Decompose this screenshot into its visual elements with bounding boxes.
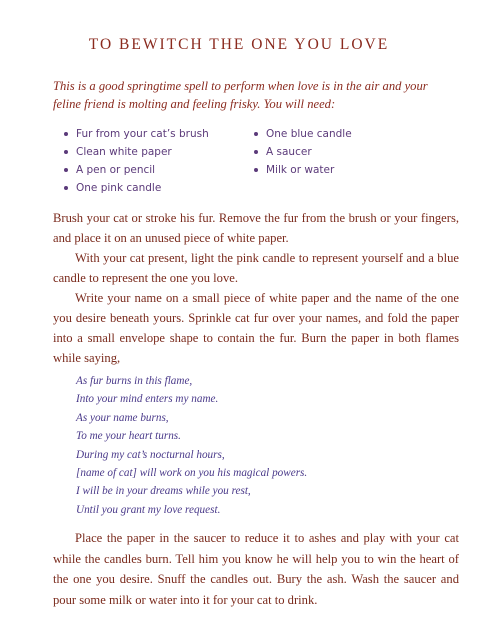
ingredient-item (64, 179, 254, 197)
ingredient-label: A saucer (266, 146, 312, 158)
ingredients-column-1 (64, 125, 254, 197)
instruction-paragraph: Write your name on a small piece of white paper and the name of the one you desire beneath yours. Sprinkle cat fur over your names, and fold the paper into a small envelope shape to contain the fur. Burn the paper in both flames while saying, (53, 291, 459, 365)
closing-paragraph: Place the paper in the saucer to reduce it to ashes and play with your cat while the candles burn. Tell him you know he will help you to win the heart of the one you desire. Snuff the candles out. Bury the ash. Wash the saucer and pour some milk or water into it for your cat to drink. (53, 531, 459, 607)
ingredient-item (254, 161, 352, 179)
incantation-line: Into your mind enters my name. (76, 393, 219, 406)
ingredient-label: A pen or pencil (76, 164, 156, 176)
ingredient-label: One pink candle (76, 182, 162, 194)
instructions (53, 208, 459, 368)
bullet-icon (254, 132, 258, 136)
ingredient-label: Clean white paper (76, 146, 172, 158)
bullet-icon (254, 150, 258, 154)
ingredient-label: Milk or water (266, 164, 335, 176)
ingredients-column-2 (254, 125, 352, 197)
incantation-line: To me your heart turns. (76, 430, 181, 443)
ingredient-label: One blue candle (266, 128, 352, 140)
bullet-icon (64, 132, 68, 136)
incantation-line: I will be in your dreams while you rest, (76, 485, 251, 498)
ingredient-label: Fur from your cat’s brush (76, 128, 209, 140)
incantation-line: [name of cat] will work on you his magical powers. (76, 467, 308, 480)
bullet-icon (64, 168, 68, 172)
incantation-line: Until you grant my love request. (76, 503, 221, 516)
ingredient-item (64, 125, 254, 143)
bullet-icon (64, 150, 68, 154)
bullet-icon (64, 186, 68, 190)
instruction-paragraph: Brush your cat or stroke his fur. Remove the fur from the brush or your fingers, and place it on an unused piece of white paper. (53, 211, 459, 245)
ingredients-list (64, 125, 404, 197)
ingredient-item (64, 161, 254, 179)
incantation-line: As your name burns, (76, 411, 169, 424)
incantation (76, 372, 436, 519)
instruction-paragraph: With your cat present, light the pink candle to represent yourself and a blue candle to represent the one you love. (53, 251, 459, 285)
intro-text: This is a good springtime spell to perform when love is in the air and your feline friend is molting and feeling frisky. You will need: (53, 79, 428, 111)
spell-title: TO BEWITCH THE ONE YOU LOVE (88, 36, 390, 53)
bullet-icon (254, 168, 258, 172)
incantation-line: During my cat’s nocturnal hours, (76, 448, 225, 461)
ingredient-item (254, 143, 352, 161)
ingredient-item (254, 125, 352, 143)
incantation-line: As fur burns in this flame, (76, 375, 193, 387)
ingredient-item (64, 143, 254, 161)
